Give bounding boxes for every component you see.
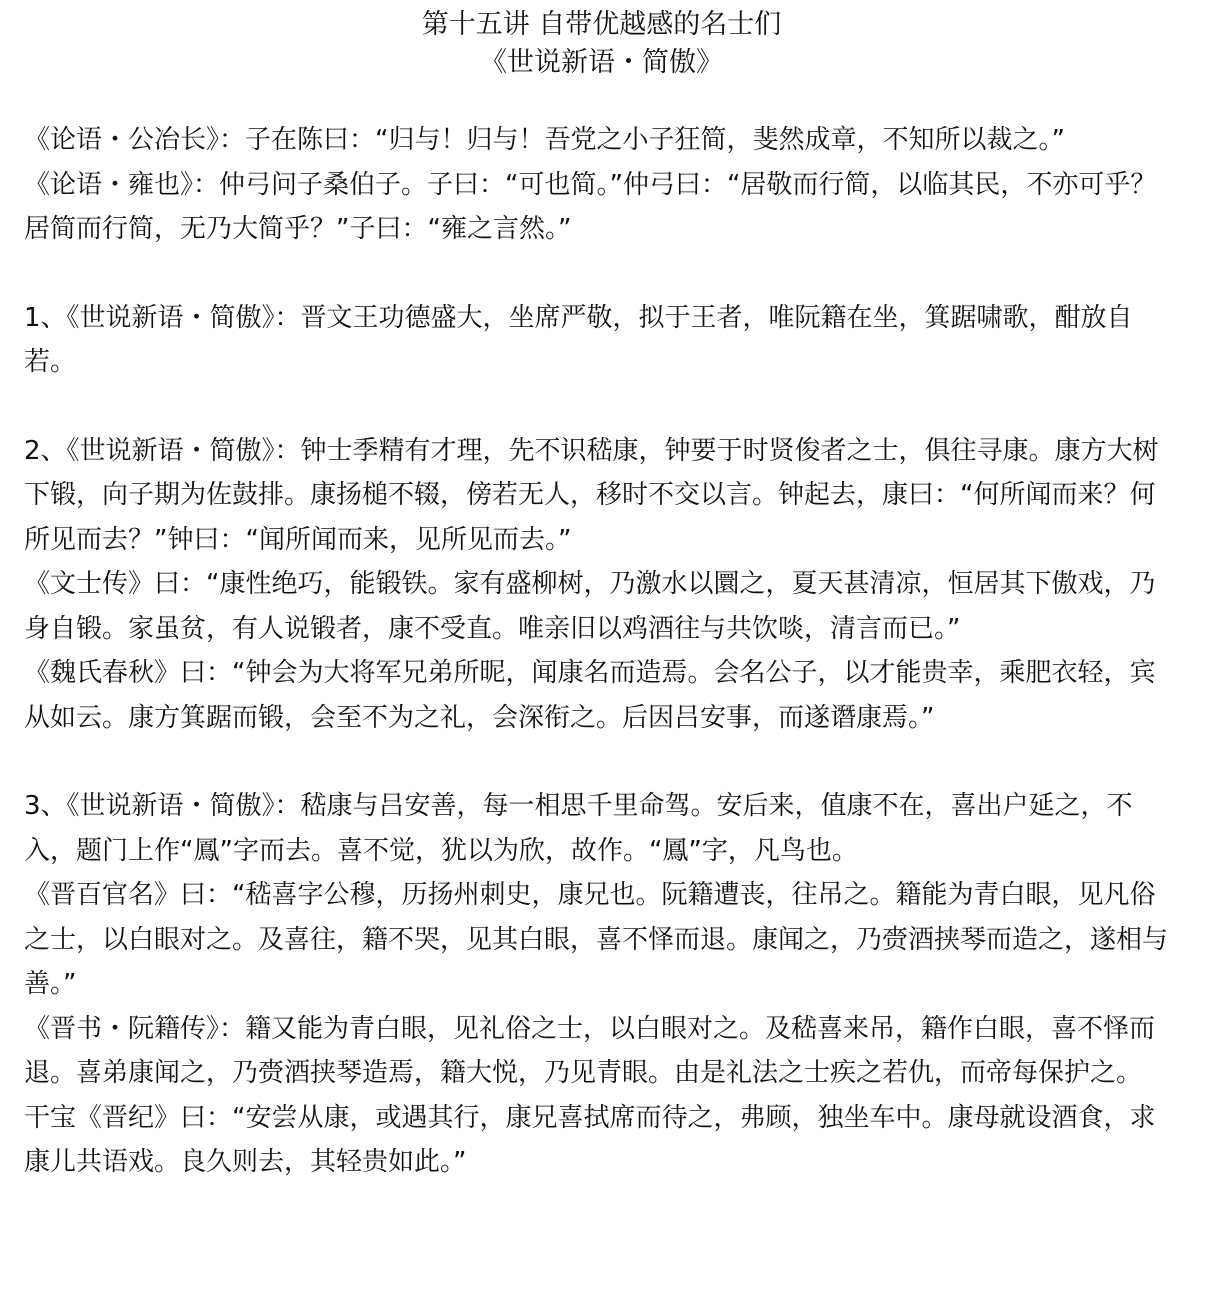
section-1 <box>24 296 1179 385</box>
section-3-paragraph-1: 3、《世说新语・简傲》：嵇康与吕安善，每一相思千里命驾。安后来，值康不在，喜出户延之，不入，题门上作“鳳”字而去。喜不觉，犹以为欣，故作。“鳳”字，凡鸟也。 <box>24 791 1133 866</box>
intro-paragraph-1: 《论语・公冶长》：子在陈曰：“归与！归与！吾党之小子狂简，斐然成章，不知所以裁之。” <box>24 125 1065 155</box>
spacer <box>24 252 1179 296</box>
section-2-paragraph-2: 《文士传》曰：“康性绝巧，能锻铁。家有盛柳树，乃激水以圜之，夏天甚清凉，恒居其下傲戏，乃身自锻。家虽贫，有人说锻者，康不受直。唯亲旧以鸡酒往与共饮啖，清言而已。” <box>24 569 1156 644</box>
section-2-paragraph-3: 《魏氏春秋》曰：“钟会为大将军兄弟所昵，闻康名而造焉。会名公子，以才能贵幸，乘肥衣轻，宾从如云。康方箕踞而锻，会至不为之礼，会深衔之。后因吕安事，而遂谮康焉。” <box>24 658 1156 733</box>
section-3-paragraph-2: 《晋百官名》曰：“嵇喜字公穆，历扬州刺史，康兄也。阮籍遭丧，往吊之。籍能为青白眼，见凡俗之士，以白眼对之。及喜往，籍不哭，见其白眼，喜不怿而退。康闻之，乃赍酒挟琴而造之，遂相与善。” <box>24 880 1169 999</box>
section-2 <box>24 429 1179 741</box>
section-2-paragraph-1: 2、《世说新语・简傲》：钟士季精有才理，先不识嵇康，钟要于时贤俊者之士，俱往寻康。康方大树下锻，向子期为佐鼓排。康扬槌不辍，傍若无人，移时不交以言。钟起去，康曰：“何所闻而来？何所见而去？”钟曰：“闻所闻而来，见所见而去。” <box>24 435 1159 555</box>
page-subtitle: 《世说新语・简傲》 <box>480 47 723 78</box>
intro-paragraph-2: 《论语・雍也》：仲弓问子桑伯子。子曰：“可也简。”仲弓曰：“居敬而行简，以临其民，不亦可乎？居简而行简，无乃大简乎？”子曰：“雍之言然。” <box>24 169 1157 244</box>
section-3-paragraph-3: 《晋书・阮籍传》：籍又能为青白眼，见礼俗之士，以白眼对之。及嵇喜来吊，籍作白眼，喜不怿而退。喜弟康闻之，乃赍酒挟琴造焉，籍大悦，乃见青眼。由是礼法之士疾之若仇，而帝每保护之。 <box>24 1013 1156 1088</box>
spacer <box>24 740 1179 784</box>
intro-block <box>24 118 1179 252</box>
page-title: 第十五讲 自带优越感的名士们 <box>421 9 782 40</box>
section-3 <box>24 784 1179 1185</box>
spacer <box>24 385 1179 429</box>
section-3-paragraph-4: 干宝《晋纪》曰：“安尝从康，或遇其行，康兄喜拭席而待之，弗顾，独坐车中。康母就设酒食，求康儿共语戏。良久则去，其轻贵如此。” <box>24 1102 1156 1177</box>
section-1-paragraph-1: 1、《世说新语・简傲》：晋文王功德盛大，坐席严敬，拟于王者，唯阮籍在坐，箕踞啸歌，酣放自若。 <box>24 302 1133 377</box>
